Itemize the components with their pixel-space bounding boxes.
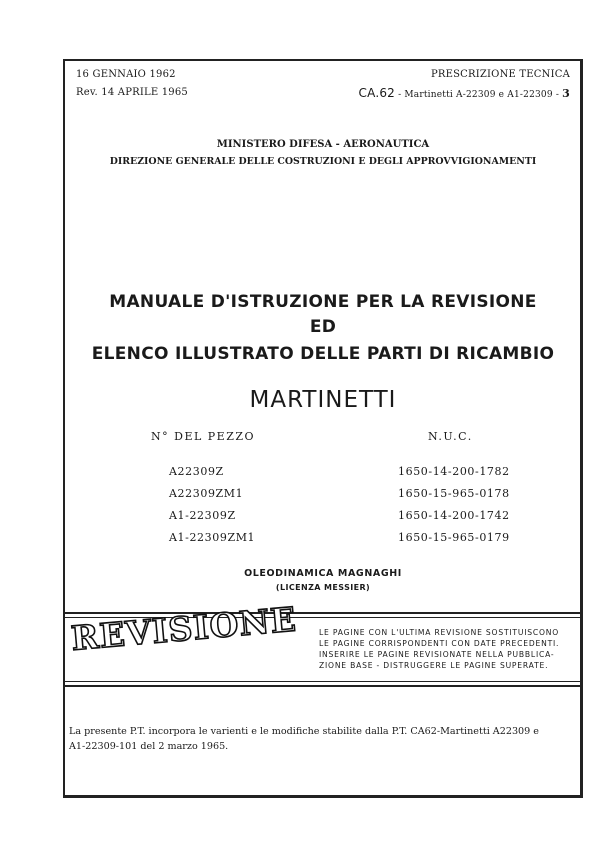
revision-notice-line: LE PAGINE CON L'ULTIMA REVISIONE SOSTITUISCONO	[319, 628, 560, 637]
column-header-part: N° DEL PEZZO	[151, 430, 256, 443]
title-subject: MARTINETTI	[249, 387, 397, 413]
revision-notice-line: LE PAGINE CORRISPONDENTI CON DATE PRECEDENTI.	[319, 639, 560, 648]
code-prefix: CA.62	[358, 86, 396, 100]
revision-bottom-rule-thin	[65, 681, 581, 682]
revision-bottom-rule-thick	[65, 685, 581, 687]
manufacturer-license: (LICENZA MESSIER)	[275, 583, 371, 592]
nuc-number: 1650-14-200-1742	[398, 509, 510, 522]
code-rest: - Martinetti A-22309 e A1-22309 -	[395, 90, 563, 100]
code-number: 3	[562, 87, 570, 100]
part-number: A1-22309Z	[169, 509, 236, 522]
revision-notice	[319, 627, 559, 671]
header-date: 16 GENNAIO 1962	[76, 69, 176, 80]
part-number: A1-22309ZM1	[169, 531, 256, 544]
header-revision-date: Rev. 14 APRILE 1965	[76, 87, 188, 98]
ministry-line1: MINISTERO DIFESA - AERONAUTICA	[216, 139, 430, 150]
document-frame	[63, 59, 583, 798]
revision-stamp-word: REVISIONE	[69, 599, 299, 658]
header-prescription: PRESCRIZIONE TECNICA	[430, 69, 570, 80]
manufacturer-name: OLEODINAMICA MAGNAGHI	[244, 568, 402, 579]
part-number: A22309Z	[169, 465, 224, 478]
title-line3: ELENCO ILLUSTRATO DELLE PARTI DI RICAMBIO	[91, 344, 555, 364]
nuc-number: 1650-14-200-1782	[398, 465, 510, 478]
revision-notice-line: INSERIRE LE PAGINE REVISIONATE NELLA PUBBLICA-	[319, 650, 555, 659]
nuc-number: 1650-15-965-0178	[398, 487, 510, 500]
title-line1: MANUALE D'ISTRUZIONE PER LA REVISIONE	[109, 292, 537, 312]
part-number: A22309ZM1	[169, 487, 244, 500]
title-line2: ED	[309, 317, 337, 337]
nuc-number: 1650-15-965-0179	[398, 531, 510, 544]
column-header-nuc: N.U.C.	[428, 430, 473, 443]
footer-note-line: A1-22309-101 del 2 marzo 1965.	[69, 741, 229, 752]
ministry-line2: DIREZIONE GENERALE DELLE COSTRUZIONI E DEGLI APPROVVIGIONAMENTI	[109, 156, 537, 167]
header-document-code	[359, 86, 570, 100]
revision-notice-line: ZIONE BASE - DISTRUGGERE LE PAGINE SUPERATE.	[319, 661, 549, 670]
footer-note-line: La presente P.T. incorpora le varienti e le modifiche stabilite dalla P.T. CA62-Martinetti A22309 e	[69, 726, 539, 737]
footer-note	[69, 724, 539, 754]
